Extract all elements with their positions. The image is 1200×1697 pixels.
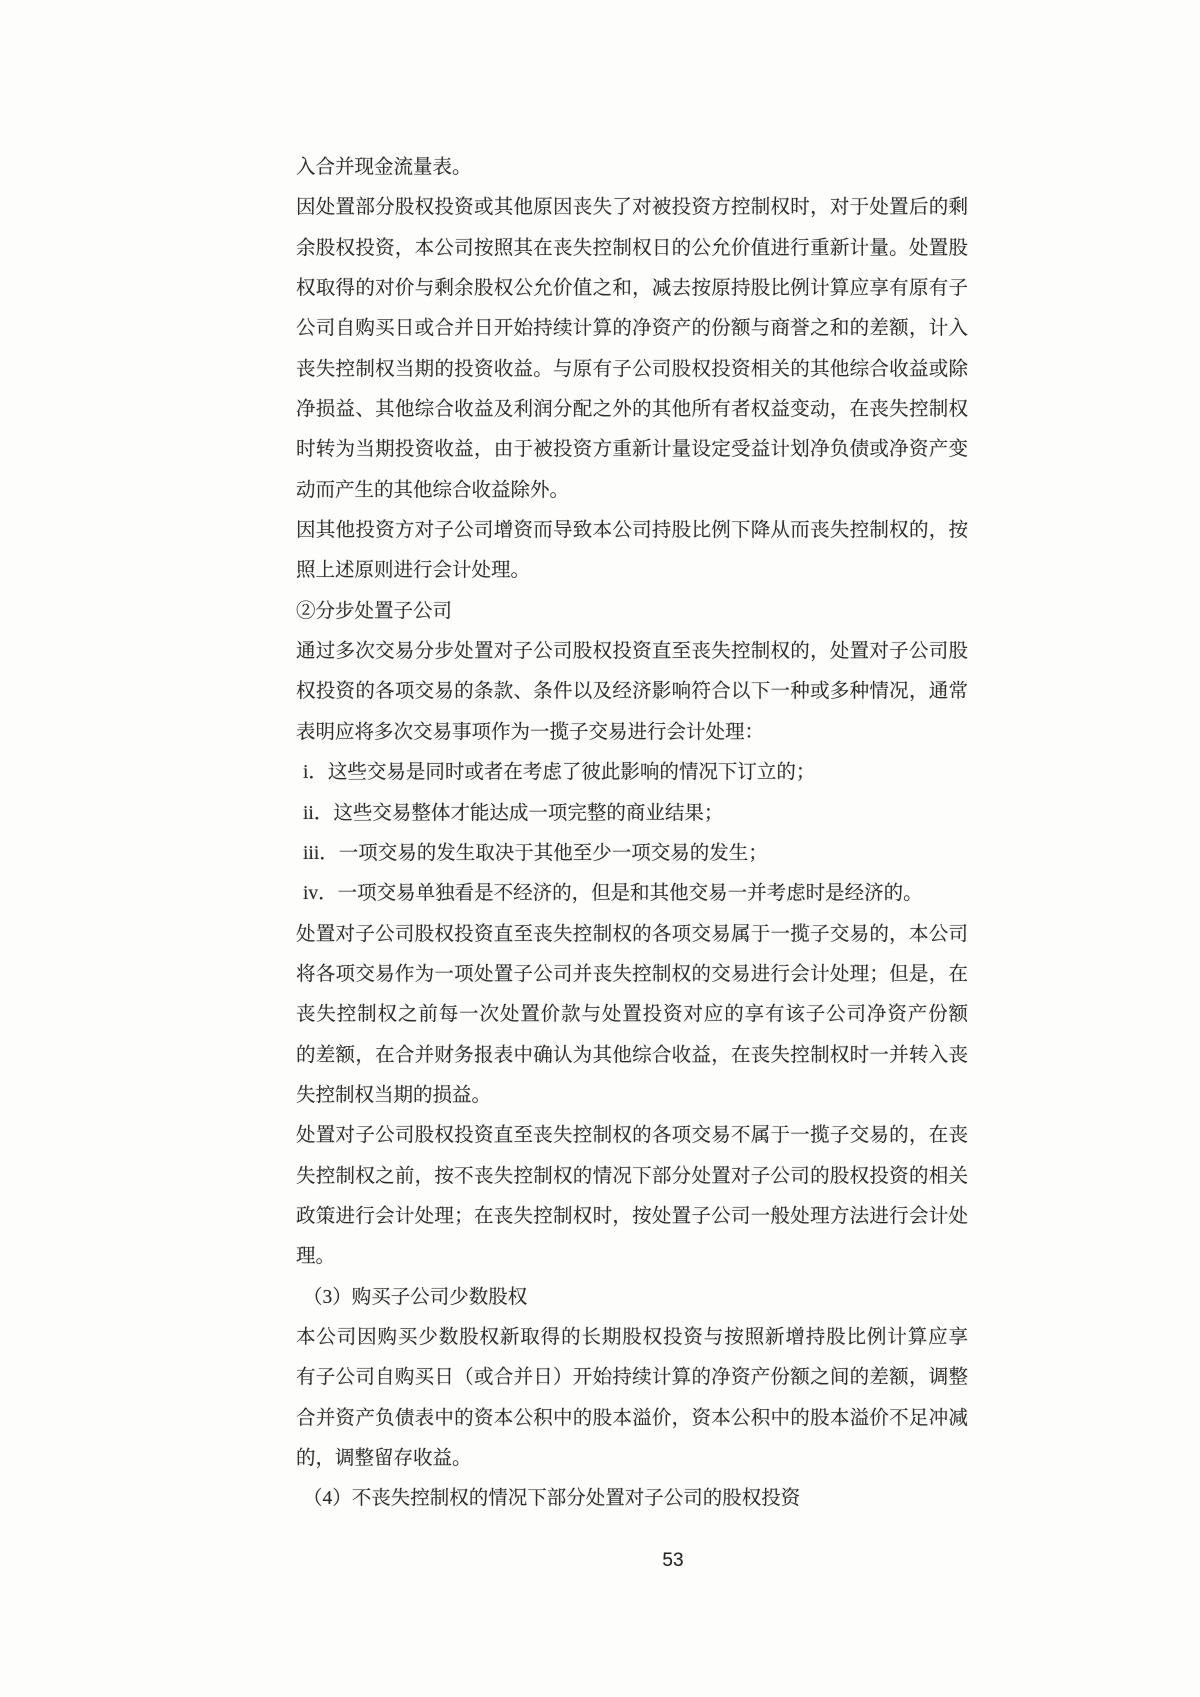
text-line: 入合并现金流量表。	[296, 157, 472, 178]
text-line: 因处置部分股权投资或其他原因丧失了对被投资方控制权时，对于处置后的剩	[296, 197, 968, 219]
text-block	[296, 148, 968, 1520]
text-line: 合并资产负债表中的资本公积中的股本溢价，资本公积中的股本溢价不足冲减	[296, 1407, 968, 1429]
text-line: 公司自购买日或合并日开始持续计算的净资产的份额与商誉之和的差额，计入	[296, 318, 968, 340]
text-line: 政策进行会计处理；在丧失控制权时，按处置子公司一般处理方法进行会计处	[296, 1205, 968, 1227]
text-line: 余股权投资，本公司按照其在丧失控制权日的公允价值进行重新计量。处置股	[296, 237, 968, 259]
text-line: 表明应将多次交易事项作为一揽子交易进行会计处理：	[296, 721, 765, 743]
page-number: 53	[662, 1550, 684, 1571]
text-line: （3）购买子公司少数股权	[303, 1286, 528, 1308]
text-line: 处置对子公司股权投资直至丧失控制权的各项交易属于一揽子交易的，本公司	[296, 923, 968, 945]
text-line: ②分步处置子公司	[296, 600, 453, 622]
text-line: （4）不丧失控制权的情况下部分处置对子公司的股权投资	[303, 1488, 801, 1510]
text-line: 理。	[296, 1246, 336, 1268]
text-line: 动而产生的其他综合收益除外。	[296, 479, 570, 501]
text-line: 通过多次交易分步处置对子公司股权投资直至丧失控制权的，处置对子公司股	[296, 641, 968, 663]
text-line: 因其他投资方对子公司增资而导致本公司持股比例下降从而丧失控制权的，按	[296, 520, 968, 542]
text-line: 有子公司自购买日（或合并日）开始持续计算的净资产份额之间的差额，调整	[296, 1367, 968, 1389]
text-line: 净损益、其他综合收益及利润分配之外的其他所有者权益变动，在丧失控制权	[296, 399, 968, 421]
text-line: 的差额，在合并财务报表中确认为其他综合收益，在丧失控制权时一并转入丧	[296, 1044, 968, 1066]
text-line: 照上述原则进行会计处理。	[296, 560, 531, 582]
text-line: i．这些交易是同时或者在考虑了彼此影响的情况下订立的；	[303, 762, 816, 784]
text-line: 的，调整留存收益。	[296, 1448, 472, 1469]
text-line: 丧失控制权之前每一次处置价款与处置投资对应的享有该子公司净资产份额	[296, 1004, 968, 1026]
text-line: iii．一项交易的发生取决于其他至少一项交易的发生；	[303, 842, 768, 864]
text-line: 失控制权当期的损益。	[296, 1084, 492, 1106]
text-line: iv．一项交易单独看是不经济的，但是和其他交易一并考虑时是经济的。	[303, 883, 923, 905]
text-line: 权投资的各项交易的条款、条件以及经济影响符合以下一种或多种情况，通常	[296, 681, 968, 703]
text-line: 失控制权之前，按不丧失控制权的情况下部分处置对子公司的股权投资的相关	[296, 1165, 968, 1187]
text-line: 本公司因购买少数股权新取得的长期股权投资与按照新增持股比例计算应享	[296, 1326, 968, 1348]
text-line: 处置对子公司股权投资直至丧失控制权的各项交易不属于一揽子交易的，在丧	[296, 1125, 968, 1147]
text-line: 权取得的对价与剩余股权公允价值之和，减去按原持股比例计算应享有原有子	[296, 278, 968, 300]
text-line: 时转为当期投资收益，由于被投资方重新计量设定受益计划净负债或净资产变	[296, 439, 968, 461]
text-line: 丧失控制权当期的投资收益。与原有子公司股权投资相关的其他综合收益或除	[296, 358, 968, 380]
text-line: ii．这些交易整体才能达成一项完整的商业结果；	[303, 802, 724, 824]
text-line: 将各项交易作为一项处置子公司并丧失控制权的交易进行会计处理；但是，在	[296, 963, 968, 985]
